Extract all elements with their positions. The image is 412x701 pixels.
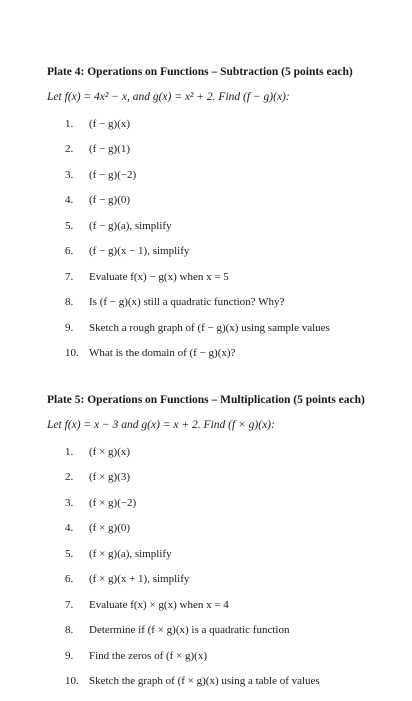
problem-list [47, 111, 409, 366]
problem-item [47, 137, 409, 163]
problem-item [47, 541, 409, 567]
problem-item [47, 315, 409, 341]
problem-number: 7. [65, 598, 74, 611]
problem-item [47, 516, 409, 542]
plate-intro: Let f(x) = 4x² − x, and g(x) = x² + 2. Find (f − g)(x): [47, 91, 290, 103]
plate-title: Plate 4: Operations on Functions – Subtraction (5 points each) [47, 66, 353, 78]
problem-text: Determine if (f × g)(x) is a quadratic function [89, 624, 290, 637]
problem-item [47, 567, 409, 593]
problem-text: (f × g)(x) [89, 445, 131, 458]
problem-text: What is the domain of (f − g)(x)? [89, 347, 236, 360]
problem-text: (f − g)(1) [89, 143, 131, 156]
problem-item [47, 264, 409, 290]
problem-item [47, 111, 409, 137]
problem-text: Evaluate f(x) × g(x) when x = 4 [89, 598, 229, 611]
problem-number: 3. [65, 168, 74, 181]
problem-text: Find the zeros of (f × g)(x) [89, 649, 208, 662]
problem-text: (f − g)(x − 1), simplify [89, 245, 190, 258]
problem-number: 6. [65, 573, 74, 586]
problem-number: 10. [65, 675, 79, 688]
problem-number: 3. [65, 496, 74, 509]
problem-text: Sketch a rough graph of (f − g)(x) using sample values [89, 321, 330, 334]
problem-number: 5. [65, 219, 74, 232]
plate-title: Plate 5: Operations on Functions – Multiplication (5 points each) [47, 394, 365, 406]
problem-item [47, 239, 409, 265]
problem-text: (f − g)(0) [89, 194, 131, 207]
problem-item [47, 490, 409, 516]
problem-number: 6. [65, 245, 74, 258]
problem-text: (f × g)(a), simplify [89, 547, 172, 560]
problem-number: 8. [65, 624, 74, 637]
problem-item [47, 341, 409, 367]
problem-number: 8. [65, 296, 74, 309]
problem-item [47, 188, 409, 214]
plate-4-section [47, 64, 409, 366]
problem-text: (f × g)(−2) [89, 496, 137, 509]
problem-item [47, 439, 409, 465]
problem-item [47, 162, 409, 188]
problem-number: 2. [65, 471, 74, 484]
problem-number: 5. [65, 547, 74, 560]
problem-item [47, 592, 409, 618]
problem-text: (f − g)(−2) [89, 168, 137, 181]
problem-item [47, 618, 409, 644]
problem-number: 9. [65, 649, 74, 662]
problem-list [47, 439, 409, 694]
problem-text: Sketch the graph of (f × g)(x) using a table of values [89, 675, 320, 688]
problem-number: 10. [65, 347, 79, 360]
problem-item [47, 213, 409, 239]
problem-number: 7. [65, 270, 74, 283]
problem-number: 1. [65, 445, 74, 458]
problem-item [47, 465, 409, 491]
problem-text: Is (f − g)(x) still a quadratic function? Why? [89, 296, 285, 309]
problem-text: (f − g)(a), simplify [89, 219, 172, 232]
problem-text: (f × g)(0) [89, 522, 131, 535]
problem-text: Evaluate f(x) − g(x) when x = 5 [89, 270, 229, 283]
plate-5-section [47, 392, 409, 694]
problem-text: (f − g)(x) [89, 117, 131, 130]
problem-number: 2. [65, 143, 74, 156]
problem-text: (f × g)(3) [89, 471, 131, 484]
problem-item [47, 290, 409, 316]
problem-number: 4. [65, 194, 74, 207]
problem-number: 1. [65, 117, 74, 130]
problem-number: 4. [65, 522, 74, 535]
problem-item [47, 669, 409, 695]
problem-item [47, 643, 409, 669]
problem-number: 9. [65, 321, 74, 334]
plate-intro: Let f(x) = x − 3 and g(x) = x + 2. Find (f × g)(x): [47, 419, 275, 431]
problem-text: (f × g)(x + 1), simplify [89, 573, 190, 586]
